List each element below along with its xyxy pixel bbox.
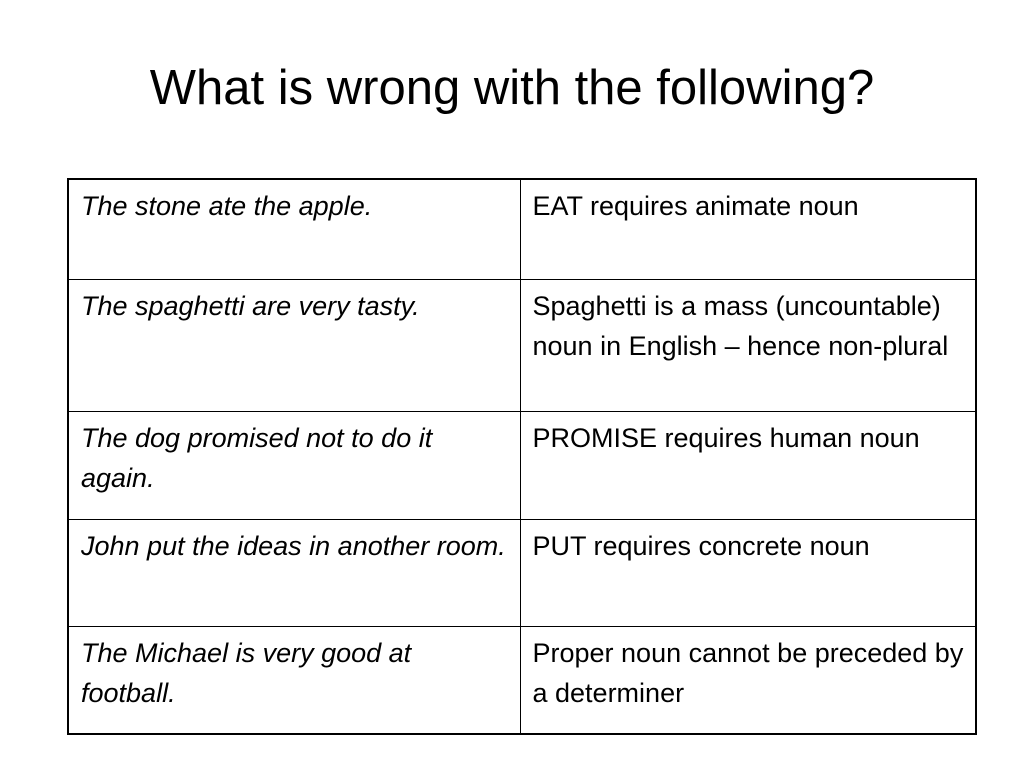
example-explanation: PUT requires concrete noun: [520, 519, 976, 626]
example-sentence: The stone ate the apple.: [68, 179, 520, 279]
example-explanation: Proper noun cannot be preceded by a determiner: [520, 626, 976, 734]
example-sentence: The spaghetti are very tasty.: [68, 279, 520, 411]
example-sentence: The dog promised not to do it again.: [68, 411, 520, 519]
table-row: [68, 279, 976, 411]
example-explanation: Spaghetti is a mass (uncountable) noun in English – hence non-plural: [520, 279, 976, 411]
example-sentence: The Michael is very good at football.: [68, 626, 520, 734]
table-row: [68, 626, 976, 734]
slide-title: What is wrong with the following?: [149, 61, 875, 115]
example-explanation: PROMISE requires human noun: [520, 411, 976, 519]
table-row: [68, 179, 976, 279]
table-row: [68, 411, 976, 519]
examples-table: [67, 178, 977, 735]
table-row: [68, 519, 976, 626]
example-explanation: EAT requires animate noun: [520, 179, 976, 279]
example-sentence: John put the ideas in another room.: [68, 519, 520, 626]
